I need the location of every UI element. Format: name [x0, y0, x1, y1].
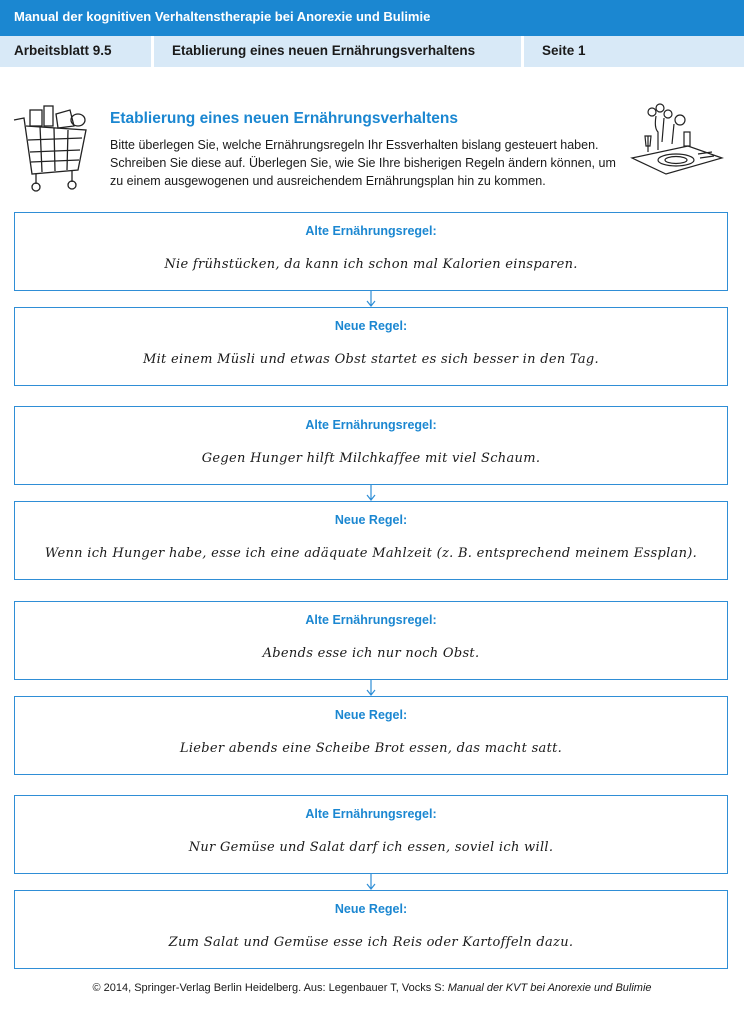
new-rule-label: Neue Regel: [334, 708, 408, 722]
arrow-down-icon [366, 485, 376, 501]
new-rule-label: Neue Regel: [334, 319, 408, 333]
new-rule-box [14, 890, 728, 969]
old-rule-label: Alte Ernährungsregel: [305, 613, 437, 627]
footer-prefix: © 2014, Springer-Verlag Berlin Heidelberg. Aus: Legenbauer T, Vocks S: [92, 982, 448, 994]
table-setting-icon [628, 102, 724, 182]
manual-title-bar [0, 0, 744, 36]
old-rule-text: Nur Gemüse und Salat darf ich essen, soviel ich will. [188, 840, 554, 855]
page-number: Seite 1 [524, 36, 744, 67]
new-rule-box [14, 501, 728, 580]
arrow-down-icon [366, 680, 376, 696]
new-rule-text: Wenn ich Hunger habe, esse ich eine adäquate Mahlzeit (z. B. entsprechend meinem Essplan). [44, 546, 698, 561]
shopping-cart-icon [12, 104, 92, 194]
new-rule-box [14, 696, 728, 775]
worksheet-number: Arbeitsblatt 9.5 [0, 36, 151, 67]
arrow-down-icon [366, 874, 376, 890]
new-rule-label: Neue Regel: [334, 513, 408, 527]
worksheet-title: Etablierung eines neuen Ernährungsverhaltens [154, 36, 521, 67]
new-rule-text: Zum Salat und Gemüse esse ich Reis oder Kartoffeln dazu. [168, 935, 574, 950]
old-rule-label: Alte Ernährungsregel: [305, 224, 437, 238]
old-rule-box [14, 795, 728, 874]
footer-book-title: Manual der KVT bei Anorexie und Bulimie [447, 982, 652, 994]
new-rule-text: Lieber abends eine Scheibe Brot essen, das macht satt. [179, 741, 563, 756]
old-rule-text: Abends esse ich nur noch Obst. [262, 646, 480, 661]
old-rule-label: Alte Ernährungsregel: [305, 418, 437, 432]
old-rule-text: Nie frühstücken, da kann ich schon mal Kalorien einsparen. [164, 257, 578, 272]
intro-section [110, 110, 630, 190]
copyright-footer [0, 982, 744, 994]
new-rule-box [14, 307, 728, 386]
intro-text: Bitte überlegen Sie, welche Ernährungsregeln Ihr Essverhalten bislang gesteuert haben. Schreiben Sie diese auf. Überlegen Sie, wie Sie Ihre bisherigen Regeln ändern können, um zu einem ausgewogenen und ausreichendem Ernährungsplan hin zu kommen. [110, 138, 616, 188]
arrow-down-icon [366, 291, 376, 307]
old-rule-label: Alte Ernährungsregel: [305, 807, 437, 821]
old-rule-box [14, 212, 728, 291]
manual-title: Manual der kognitiven Verhaltenstherapie bei Anorexie und Bulimie [14, 9, 431, 24]
old-rule-box [14, 601, 728, 680]
new-rule-label: Neue Regel: [334, 902, 408, 916]
old-rule-box [14, 406, 728, 485]
intro-title: Etablierung eines neuen Ernährungsverhaltens [110, 110, 458, 127]
new-rule-text: Mit einem Müsli und etwas Obst startet es sich besser in den Tag. [142, 352, 599, 367]
old-rule-text: Gegen Hunger hilft Milchkaffee mit viel Schaum. [201, 451, 541, 466]
worksheet-meta-bar [0, 36, 744, 68]
